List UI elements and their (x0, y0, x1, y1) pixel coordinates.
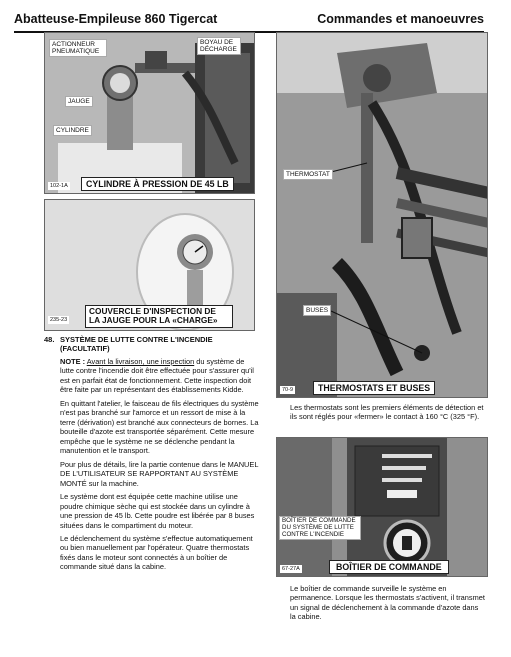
photo-caption: CYLINDRE À PRESSION DE 45 LB (81, 177, 234, 191)
figure-number: 102-1A (50, 183, 68, 189)
note-text: du système de lutte contre l'incendie doit être effectuée pour s'assurer qu'il est en parfait état de fonctionnement. Cette inspection doit être faite par un représentant des établissements Kidde. (60, 357, 254, 395)
figure-number: 235-23 (50, 317, 68, 323)
figure-number: 70-9 (282, 387, 294, 393)
paragraph: Le boîtier de commande surveille le système en permanence. Lorsque les thermostats s'activent, il transmet un signal de déclenchement à la commande d'azote dans la cabine. (290, 584, 485, 622)
label-control-box: BOÎTIER DE COMMANDE DU SYSTÈME DE LUTTE CONTRE L'INCENDIE (279, 516, 361, 540)
note-paragraph (60, 357, 260, 395)
photo-thermostats-nozzles (276, 32, 488, 398)
label-cylinder: CYLINDRE (53, 125, 92, 136)
step-title-line2: (FACULTATIF) (60, 344, 110, 354)
control-box-description (290, 584, 486, 626)
paragraph: En quittant l'atelier, le faisceau de fils électriques du système n'est pas branché sur l'amorce et un ressort de mise à la terre (dérivation) est branché aux connecteurs de bornes. La bouteille d'azote est transportée séparément. Cette mesure empêche que le système ne se déclenche pendant la manutention et le transport. (60, 398, 259, 456)
photo-caption: BOÎTIER DE COMMANDE (329, 560, 449, 574)
note-underlined-text: Avant la livraison, une inspection (86, 357, 195, 366)
label-discharge-hose: BOYAU DE DÉCHARGE (197, 37, 241, 55)
step-heading (44, 335, 264, 354)
paragraph: Les thermostats sont les premiers éléments de détection et ils sont réglés pour «fermer» le contact à 160 °C (325 °F). (290, 403, 484, 422)
fire-suppression-text (60, 357, 260, 576)
figure-number: 67-27A (282, 566, 300, 572)
photo-control-box (276, 437, 488, 577)
label-actuator: ACTIONNEUR PNEUMATIQUE (49, 39, 107, 57)
photo-caption: COUVERCLE D'INSPECTION DE LA JAUGE POUR LA «CHARGE» (85, 305, 233, 328)
note-label: NOTE : (60, 357, 86, 366)
thermostats-description (290, 403, 486, 426)
manual-title: Abatteuse-Empileuse 860 Tigercat (14, 12, 218, 26)
section-title: Commandes et manoeuvres (317, 12, 484, 26)
label-nozzles: BUSES (303, 305, 331, 316)
photo-caption: THERMOSTATS ET BUSES (313, 381, 435, 395)
page-header (14, 8, 484, 30)
step-number: 48. (44, 335, 55, 344)
paragraph: Le déclenchement du système s'effectue automatiquement ou bien manuellement par l'opérateur. Quatre thermostats fixés dans le moteur sont connectés à un boîtier de commande situé dans la cabine. (60, 533, 253, 572)
step-title-line1: SYSTÈME DE LUTTE CONTRE L'INCENDIE (60, 335, 213, 344)
control-box-illustration (277, 438, 488, 577)
label-gauge: JAUGE (65, 96, 93, 107)
paragraph: Le système dont est équipée cette machine utilise une poudre chimique sèche qui est stockée dans un cylindre à une pression de 45 lb. Cette poudre est libérée par 8 buses situées dans le compartiment du moteur. (60, 492, 255, 530)
photo-cylinder (44, 32, 255, 194)
thermostats-illustration (277, 33, 488, 398)
paragraph: Pour plus de détails, lire la partie contenue dans le MANUEL DE L'UTILISATEUR SE RAPPORTANT AU SYSTÈME MONTÉ sur la machine. (60, 459, 259, 488)
photo-inspection-cover (44, 199, 255, 331)
label-thermostat: THERMOSTAT (283, 169, 333, 180)
